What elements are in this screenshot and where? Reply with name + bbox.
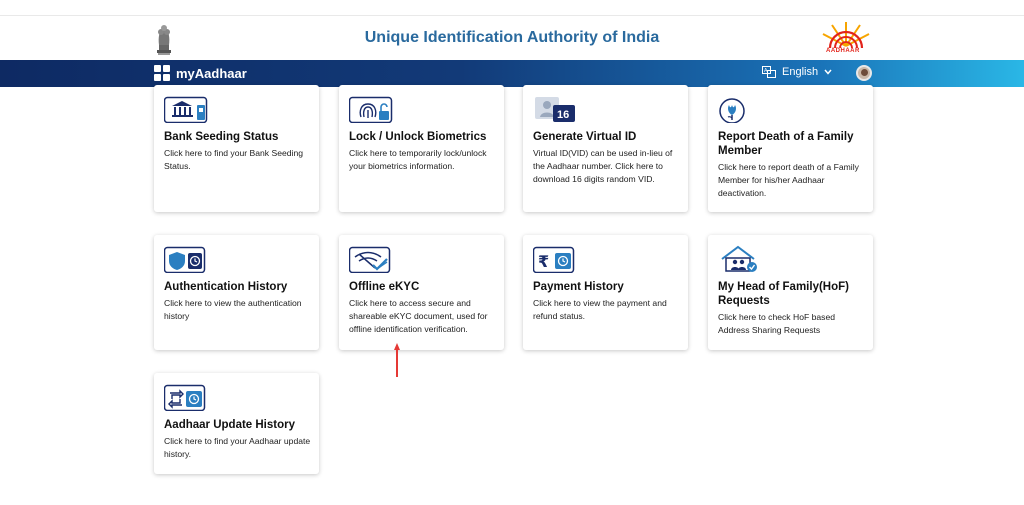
card-title: Aadhaar Update History — [164, 419, 296, 431]
aadhaar-logo[interactable] — [820, 20, 872, 58]
navbar — [0, 60, 1024, 87]
rupee-history-icon — [533, 243, 577, 273]
user-avatar[interactable] — [856, 65, 872, 81]
ekyc-icon — [349, 243, 393, 273]
translate-icon — [762, 66, 776, 78]
card-description: Click here to temporarily lock/unlock your biometrics information. — [349, 148, 487, 171]
brand-label: myAadhaar — [176, 65, 247, 81]
card-aadhaar-update-history[interactable] — [154, 373, 319, 474]
card-title: Generate Virtual ID — [533, 131, 637, 143]
shield-history-icon — [164, 243, 208, 273]
card-hof-requests[interactable] — [708, 235, 873, 350]
card-title: Lock / Unlock Biometrics — [349, 131, 487, 143]
card-title: My Head of Family(HoF) Requests — [718, 281, 849, 307]
card-bank-seeding-status[interactable] — [154, 85, 319, 212]
card-generate-virtual-id[interactable] — [523, 85, 688, 212]
card-description: Click here to view the payment and refund status. — [533, 298, 667, 321]
apps-grid-icon — [154, 65, 170, 81]
card-description: Click here to view the authentication history — [164, 298, 302, 321]
aadhaar-sun-icon — [820, 20, 872, 50]
virtual-id-icon — [533, 93, 577, 123]
card-authentication-history[interactable] — [154, 235, 319, 350]
annotation-arrow-up-icon — [394, 343, 400, 377]
top-strip — [0, 0, 1024, 16]
chevron-down-icon — [824, 69, 832, 75]
aadhaar-logo-text: AADHAAR — [826, 48, 860, 54]
card-report-death[interactable] — [708, 85, 873, 212]
flower-icon — [718, 93, 762, 123]
card-title: Payment History — [533, 281, 624, 293]
card-payment-history[interactable] — [523, 235, 688, 350]
language-selector[interactable] — [762, 66, 832, 78]
card-title: Report Death of a Family Member — [718, 131, 854, 157]
vid-badge: 16 — [557, 109, 570, 121]
site-header — [0, 16, 1024, 60]
update-history-icon — [164, 381, 208, 411]
site-title: Unique Identification Authority of India — [364, 29, 660, 46]
svg-text:₹: ₹ — [538, 252, 550, 271]
fingerprint-lock-icon — [349, 93, 393, 123]
card-description: Click here to access secure and shareable eKYC document, used for offline identification verification. — [349, 298, 488, 334]
my-aadhaar-brand[interactable] — [154, 65, 247, 81]
language-label: English — [782, 66, 819, 78]
card-description: Click here to report death of a Family Member for his/her Aadhaar deactivation. — [718, 162, 859, 198]
card-description: Virtual ID(VID) can be used in-lieu of the Aadhaar number. Click here to download 16 digits random VID. — [533, 148, 673, 184]
card-title: Bank Seeding Status — [164, 131, 279, 143]
card-title: Authentication History — [164, 281, 288, 293]
svg-text:A: A — [764, 68, 768, 74]
card-offline-ekyc[interactable] — [339, 235, 504, 350]
card-description: Click here to find your Aadhaar update history. — [164, 436, 311, 459]
card-description: Click here to check HoF based Address Sharing Requests — [718, 312, 836, 335]
home-family-icon — [718, 243, 762, 273]
card-title: Offline eKYC — [349, 281, 420, 293]
bank-icon — [164, 93, 208, 123]
card-description: Click here to find your Bank Seeding Status. — [164, 148, 304, 171]
card-lock-unlock-biometrics[interactable] — [339, 85, 504, 212]
